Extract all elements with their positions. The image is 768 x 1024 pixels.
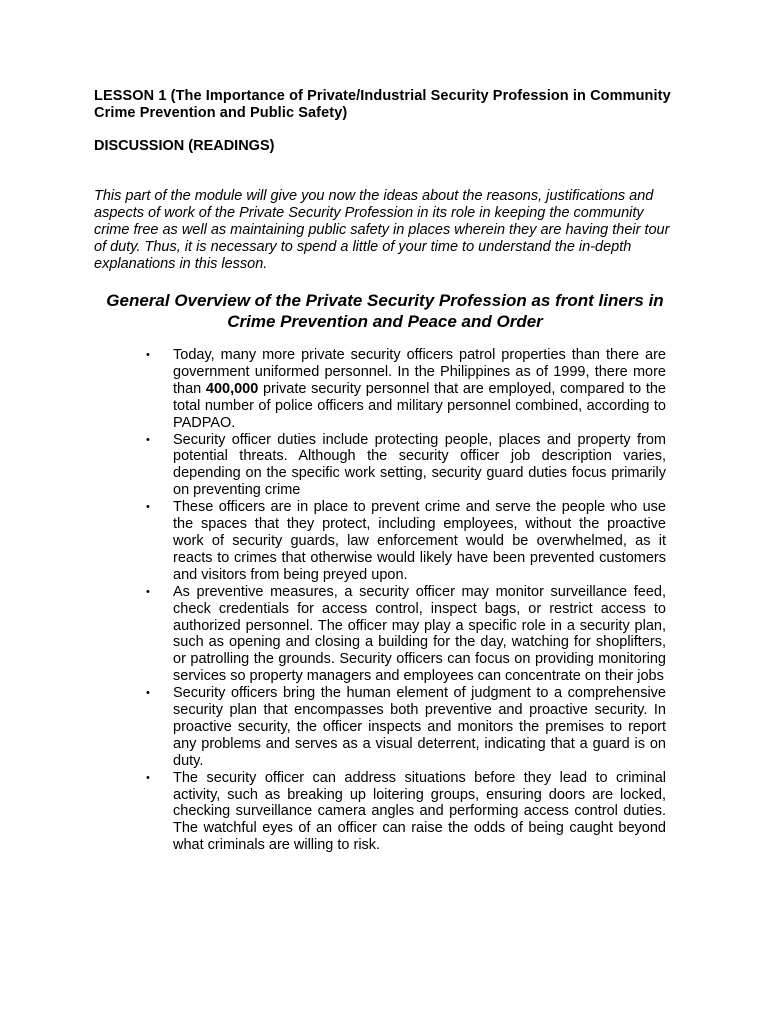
list-item-text-before: Today, many more private security officers patrol properties than there are government uniformed personnel. In the Philippines as of 1999, there more than xyxy=(173,347,666,397)
list-item-text: These officers are in place to prevent crime and serve the people who use the spaces that they protect, including employees, without the proactive work of security guards, law enforcement would be overwhelmed, as it reacts to crimes that otherwise would likely have been prevented customers and visitors from being preyed upon. xyxy=(173,499,666,583)
list-item xyxy=(146,770,666,855)
list-item xyxy=(146,584,666,685)
list-item-text: Security officers bring the human element of judgment to a comprehensive security plan that encompasses both preventive and proactive security. In proactive security, the officer inspects and monitors the premises to report any problems and serves as a visual deterrent, indicating that a guard is on duty. xyxy=(173,685,666,769)
overview-bullet-list xyxy=(146,347,666,854)
bullet-icon: • xyxy=(146,771,150,784)
bullet-icon: • xyxy=(146,433,150,446)
bullet-icon: • xyxy=(146,501,150,514)
list-item-text-after: private security personnel that are employed, compared to the total number of police officers and military personnel combined, according to PADPAO. xyxy=(173,380,667,431)
section-heading: DISCUSSION (READINGS) xyxy=(94,138,275,154)
list-item-text: Security officer duties include protecting people, places and property from potential threats. Although the security officer job description varies, depending on the specific work setting, security guard duties focus primarily on preventing crime xyxy=(173,431,666,499)
list-item-bold-number: 400,000 xyxy=(205,380,259,397)
bullet-icon: • xyxy=(146,585,150,598)
list-item-text: The security officer can address situations before they lead to criminal activity, such as breaking up loitering groups, ensuring doors are locked, checking surveillance camera angles and performing access control duties. The watchful eyes of an officer can raise the odds of being caught beyond what criminals are willing to risk. xyxy=(173,769,666,854)
list-item xyxy=(146,432,666,500)
intro-paragraph: This part of the module will give you now the ideas about the reasons, justifications and aspects of work of the Private Security Profession in its role in keeping the community crime free as well as maintaining public safety in places wherein they are having their tour of duty. Thus, it is necessary to spend a little of your time to understand the in-depth explanations in this lesson. xyxy=(94,188,670,272)
list-item xyxy=(146,499,666,584)
lesson-title: LESSON 1 (The Importance of Private/Industrial Security Profession in Community Crime Prevention and Public Safety) xyxy=(94,88,671,121)
list-item xyxy=(146,347,666,432)
bullet-icon: • xyxy=(146,687,150,700)
overview-title: General Overview of the Private Security Profession as front liners in Crime Prevention and Peace and Order xyxy=(106,291,664,331)
list-item xyxy=(146,685,666,770)
bullet-icon: • xyxy=(146,349,150,361)
list-item-text: As preventive measures, a security officer may monitor surveillance feed, check credentials for access control, inspect bags, or restrict access to authorized personnel. The officer may play a specific role in a security plan, such as opening and closing a building for the day, watching for shoplifters, or patrolling the grounds. Security officers can focus on providing monitoring services so property managers and employees can concentrate on their jobs xyxy=(173,583,666,685)
